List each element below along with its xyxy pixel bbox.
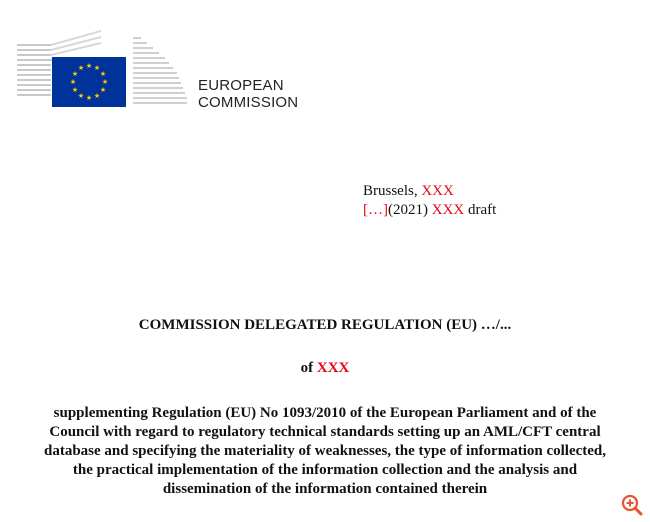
logo-line-1: EUROPEAN xyxy=(198,77,284,94)
city-label: Brussels, xyxy=(363,183,418,199)
ref-suffix: draft xyxy=(468,202,497,218)
svg-text:★: ★ xyxy=(101,78,109,86)
ec-building-flag-icon xyxy=(17,24,187,108)
place-date-block xyxy=(363,182,496,220)
subject-line: the practical implementation of the information collection and the analysis and xyxy=(72,462,578,478)
subject-line: Council with regard to regulatory technical standards setting up an AML/CFT central xyxy=(49,424,601,440)
ec-logo-text xyxy=(198,77,298,111)
document-subject xyxy=(14,404,636,499)
svg-text:★: ★ xyxy=(99,86,107,94)
logo-line-2: COMMISSION xyxy=(198,94,299,111)
svg-text:★: ★ xyxy=(93,64,101,72)
subject-line: database and specifying the materiality of weaknesses, the type of information collected, xyxy=(43,443,607,459)
subject-line: dissemination of the information contained therein xyxy=(162,481,488,497)
ref-year: (2021) xyxy=(388,202,428,218)
european-commission-logo xyxy=(17,24,187,108)
svg-text:★: ★ xyxy=(77,92,85,100)
zoom-in-icon[interactable] xyxy=(620,493,644,517)
svg-text:★: ★ xyxy=(85,94,93,102)
svg-text:★: ★ xyxy=(99,70,107,78)
place-line xyxy=(363,182,496,201)
reference-line xyxy=(363,201,496,220)
svg-text:★: ★ xyxy=(69,78,77,86)
of-prefix: of xyxy=(300,360,314,376)
ref-placeholder-start: […] xyxy=(363,202,388,218)
ref-placeholder: XXX xyxy=(431,202,465,218)
svg-text:★: ★ xyxy=(85,62,93,70)
svg-text:★: ★ xyxy=(71,86,79,94)
svg-text:★: ★ xyxy=(93,92,101,100)
document-title: COMMISSION DELEGATED REGULATION (EU) …/... xyxy=(138,317,512,333)
city-placeholder: XXX xyxy=(421,183,454,199)
of-line xyxy=(0,360,650,377)
svg-text:★: ★ xyxy=(71,70,79,78)
svg-text:★: ★ xyxy=(77,64,85,72)
subject-line: supplementing Regulation (EU) No 1093/2010 of the European Parliament and of the xyxy=(53,405,597,421)
of-placeholder: XXX xyxy=(316,360,350,376)
